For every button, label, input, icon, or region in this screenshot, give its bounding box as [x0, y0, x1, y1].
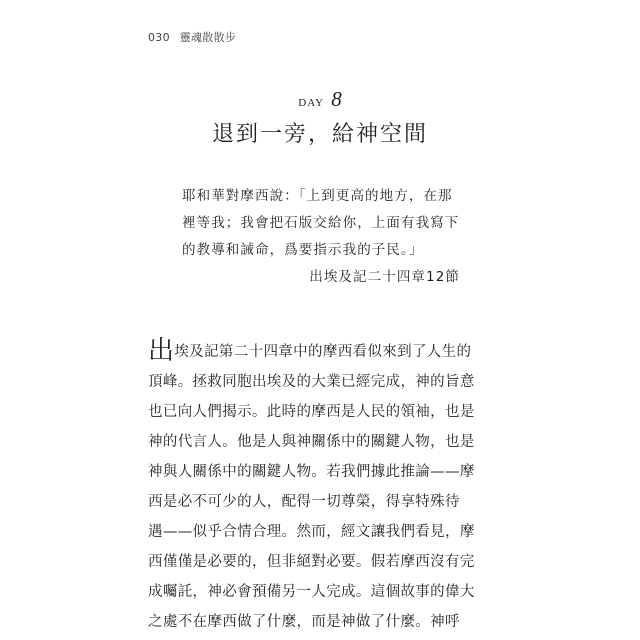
body-line: 西僅僅是必要的，但非絕對必要。假若摩西沒有完	[148, 554, 475, 570]
body-line: 西是必不可少的人，配得一切尊榮，得享特殊待	[148, 494, 460, 510]
scripture-line: 耶和華對摩西說：「上到更高的地方，在那	[182, 188, 453, 204]
chapter-title: 退到一旁，給神空間	[211, 122, 428, 147]
body-line: 成囑託，神必會預備另一人完成。這個故事的偉大	[148, 584, 475, 600]
day-label	[0, 89, 640, 110]
body-line: 遇——似乎合情合理。然而，經文讓我們看見，摩	[148, 524, 475, 540]
body-line	[148, 337, 492, 367]
page-number: 030	[148, 31, 170, 44]
drop-cap: 出	[148, 336, 175, 366]
body-line: 之處不在摩西做了什麼，而是神做了什麼。神呼	[148, 614, 460, 630]
scripture-line: 裡等我；我會把石版交給你，上面有我寫下	[182, 215, 460, 231]
scripture-source: 出埃及記二十四章12節	[309, 269, 460, 285]
body-line: 神與人關係中的關鍵人物。若我們據此推論——摩	[148, 464, 475, 480]
body-line: 頂峰。拯救同胞出埃及的大業已經完成，神的旨意	[148, 374, 475, 390]
day-number: 8	[331, 87, 342, 111]
body-first-line-text: 埃及記第二十四章中的摩西看似來到了人生的	[174, 344, 472, 360]
book-title: 靈魂散散步	[179, 31, 237, 44]
body-line: 也已向人們揭示。此時的摩西是人民的領袖，也是	[148, 404, 475, 420]
body-text	[148, 337, 492, 637]
body-line: 神的代言人。他是人與神關係中的關鍵人物，也是	[148, 434, 475, 450]
day-word: DAY	[298, 97, 325, 109]
scripture-quote	[182, 183, 478, 291]
scripture-line: 的教導和誡命，爲要指示我的子民。」	[182, 242, 424, 258]
running-header	[148, 29, 236, 45]
